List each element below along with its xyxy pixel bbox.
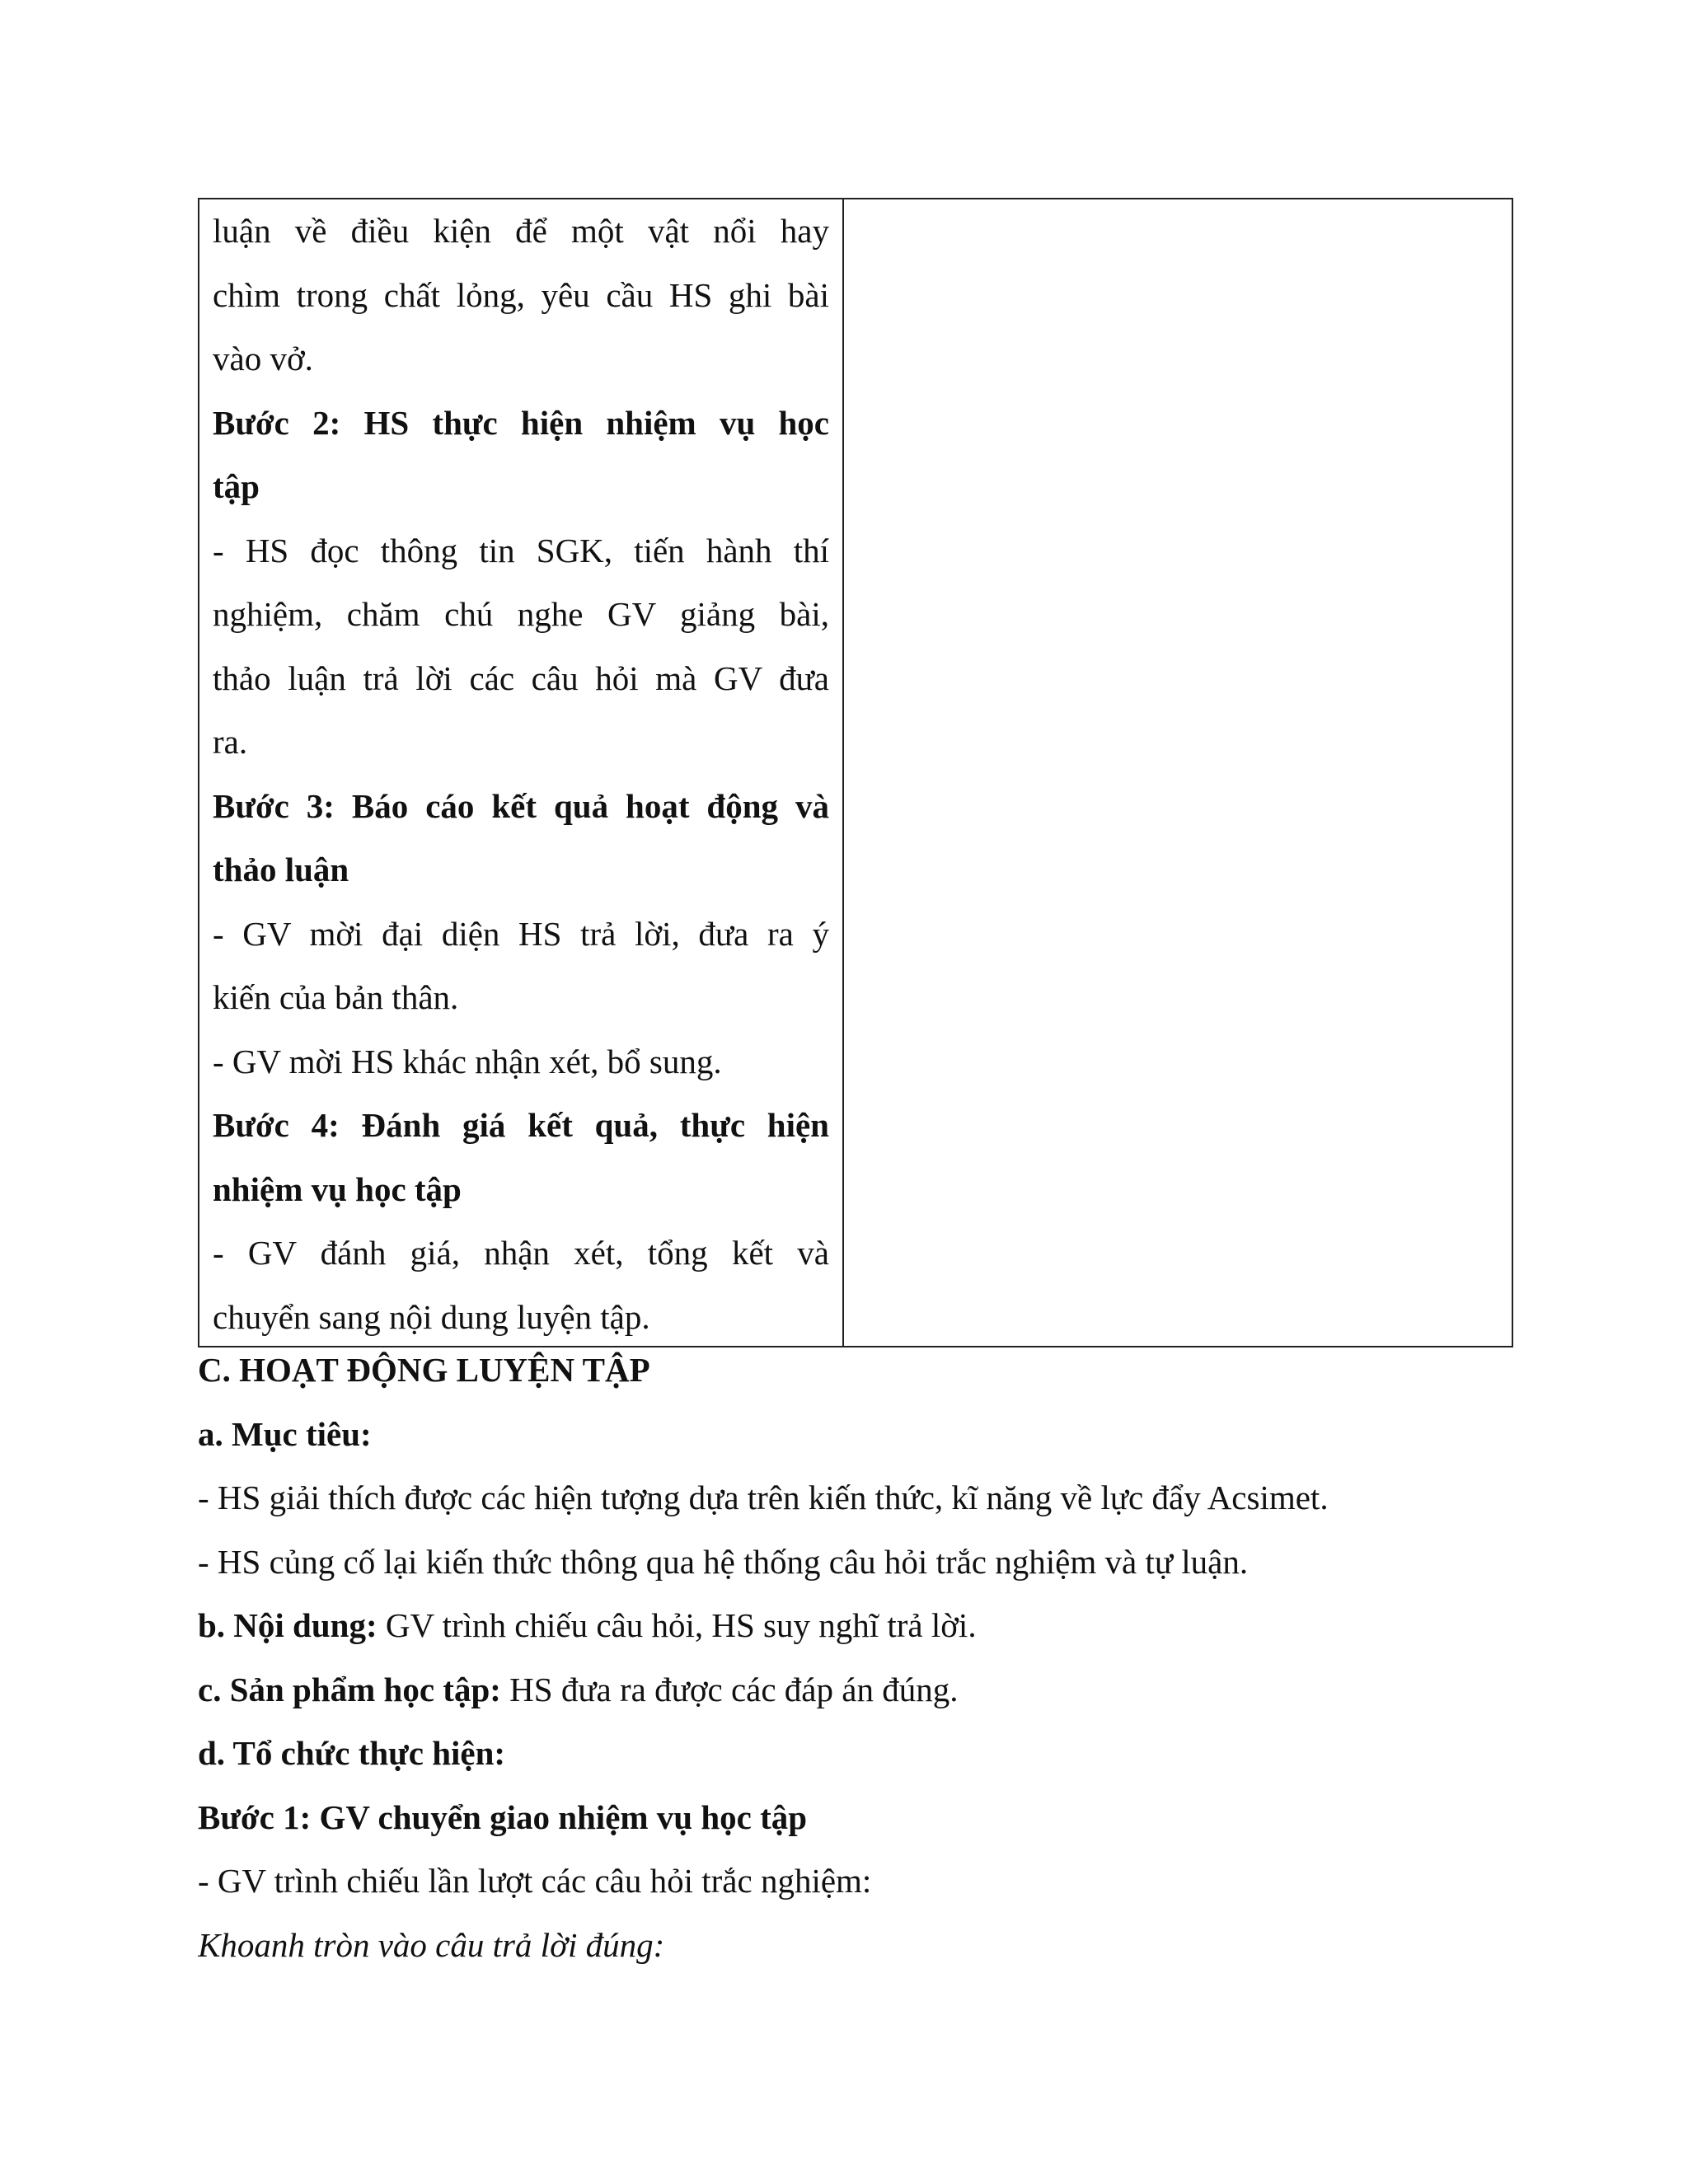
table-cell-line: tập: [213, 467, 260, 505]
table-cell-line: Bước 3: Báo cáo kết quả hoạt động và: [213, 786, 829, 825]
table-cell-line: thảo luận: [213, 851, 349, 888]
objective-item-1: - HS giải thích được các hiện tượng dựa trên kiến thức, kĩ năng về lực đẩy Acsimet.: [198, 1479, 1329, 1516]
table-cell-line: - GV mời đại diện HS trả lời, đưa ra ý: [213, 914, 829, 953]
table-left-cell: [213, 199, 829, 1349]
step1-item: - GV trình chiếu lần lượt các câu hỏi trắc nghiệm:: [198, 1862, 872, 1900]
table-cell-line: nhiệm vụ học tập: [213, 1169, 462, 1208]
practice-section: [198, 1338, 1517, 1977]
content-label: b. Nội dung:: [198, 1606, 377, 1644]
table-cell-line: ra.: [213, 723, 248, 761]
lesson-table: [198, 198, 1513, 1347]
step1-label: Bước 1: GV chuyển giao nhiệm vụ học tập: [198, 1797, 808, 1836]
objective-item-2: - HS củng cố lại kiến thức thông qua hệ thống câu hỏi trắc nghiệm và tự luận.: [198, 1542, 1249, 1581]
table-cell-line: - GV mời HS khác nhận xét, bổ sung.: [213, 1042, 722, 1080]
section-heading: C. HOẠT ĐỘNG LUYỆN TẬP: [198, 1351, 650, 1389]
table-column-divider: [842, 199, 844, 1346]
table-cell-line: - HS đọc thông tin SGK, tiến hành thí: [213, 531, 829, 569]
product-line: [198, 1658, 1517, 1722]
organize-label: d. Tổ chức thực hiện:: [198, 1734, 506, 1772]
content-line: [198, 1594, 1517, 1658]
table-cell-line: nghiệm, chăm chú nghe GV giảng bài,: [213, 595, 829, 633]
instruction-text: Khoanh tròn vào câu trả lời đúng:: [198, 1925, 665, 1964]
objective-label: a. Mục tiêu:: [198, 1414, 372, 1453]
table-cell-line: - GV đánh giá, nhận xét, tổng kết và: [213, 1234, 829, 1272]
table-cell-line: vào vở.: [213, 340, 313, 377]
table-cell-line: Bước 4: Đánh giá kết quả, thực hiện: [213, 1106, 829, 1144]
table-cell-line: chìm trong chất lỏng, yêu cầu HS ghi bài: [213, 275, 829, 314]
table-cell-line: kiến của bản thân.: [213, 978, 459, 1016]
table-cell-line: Bước 2: HS thực hiện nhiệm vụ học: [213, 403, 829, 442]
table-cell-line: thảo luận trả lời các câu hỏi mà GV đưa: [213, 658, 829, 697]
table-cell-line: chuyển sang nội dung luyện tập.: [213, 1297, 650, 1336]
product-label: c. Sản phẩm học tập:: [198, 1670, 501, 1708]
table-cell-line: luận về điều kiện để một vật nổi hay: [213, 212, 829, 250]
product-text: HS đưa ra được các đáp án đúng.: [500, 1670, 959, 1708]
content-text: GV trình chiếu câu hỏi, HS suy nghĩ trả lời.: [377, 1606, 977, 1644]
